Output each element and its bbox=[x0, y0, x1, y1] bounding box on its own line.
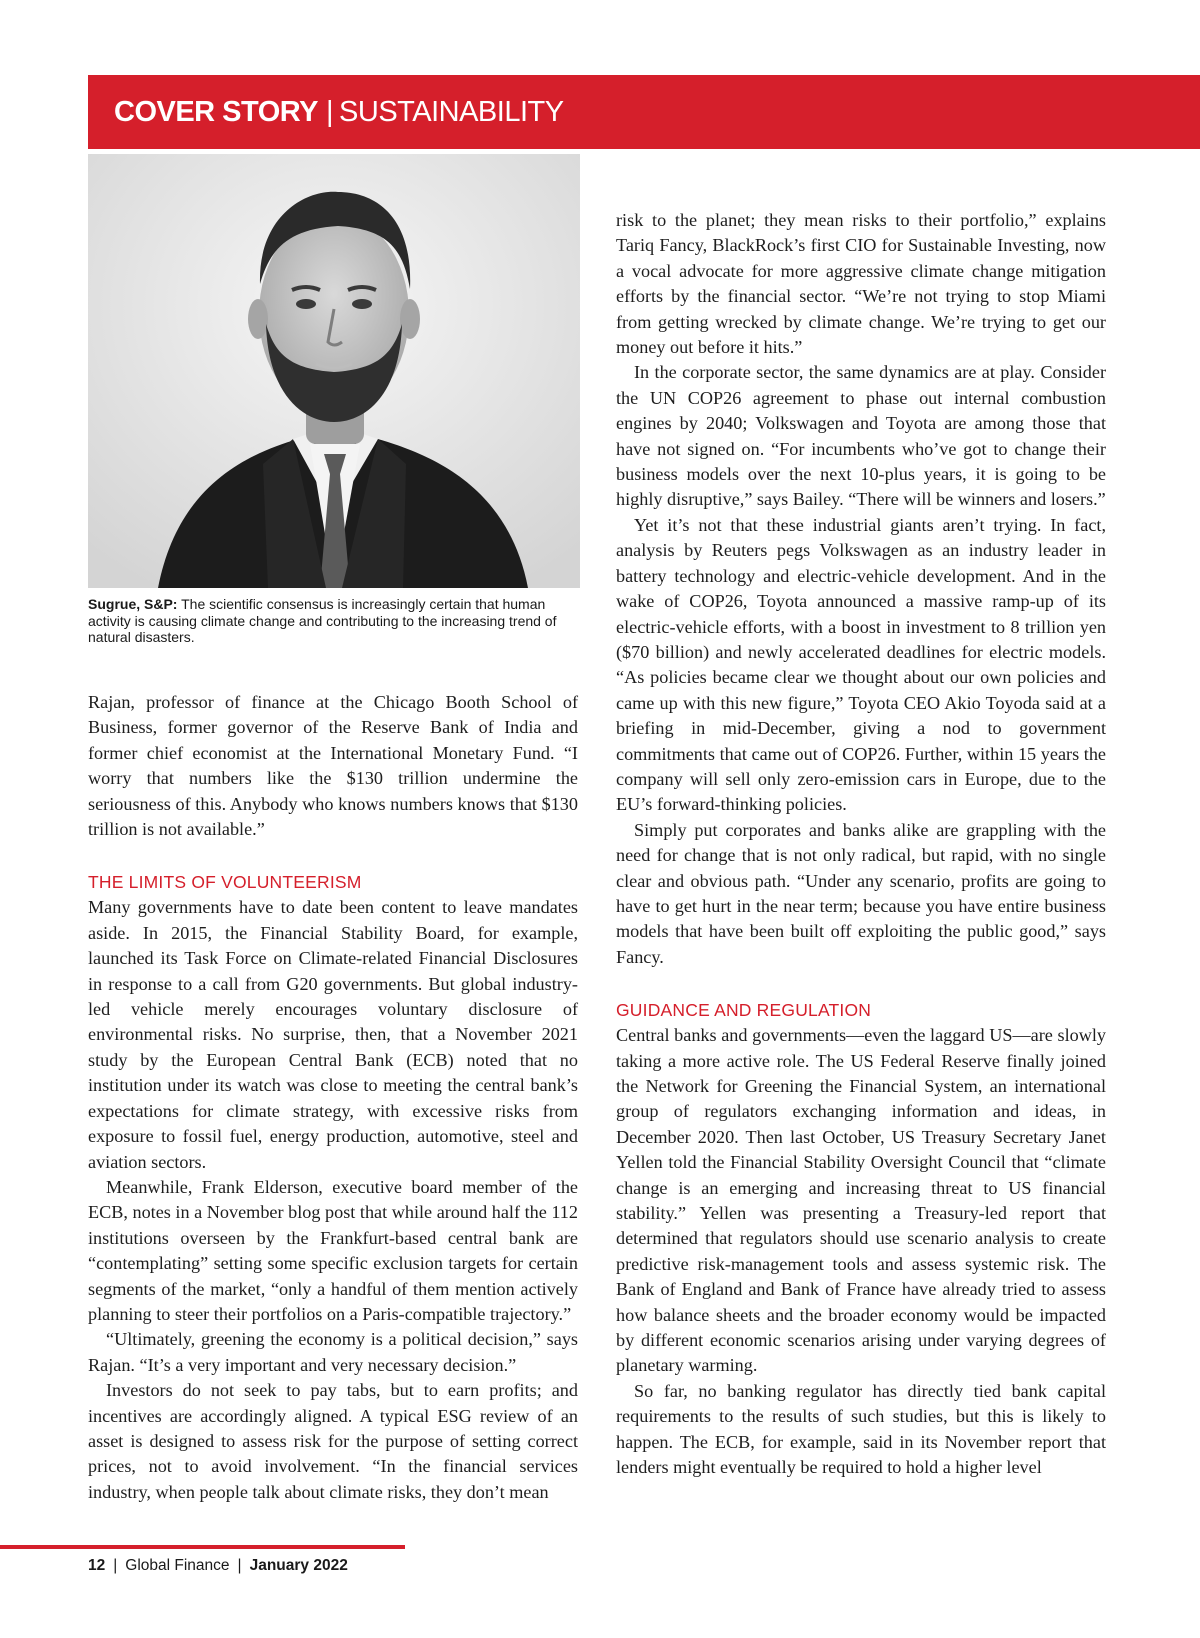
section-banner bbox=[88, 75, 1200, 149]
paragraph: “Ultimately, greening the economy is a political decision,” says Rajan. “It’s a very important and very necessary decision.” bbox=[88, 1329, 578, 1375]
paragraph: Rajan, professor of finance at the Chicago Booth School of Business, former governor of the Reserve Bank of India and former chief economist at the International Monetary Fund. “I worry that numbers like the $130 trillion undermine the seriousness of this. Anybody who knows numbers knows that $130 trillion is not available.” bbox=[88, 692, 578, 840]
paragraph: Meanwhile, Frank Elderson, executive board member of the ECB, notes in a November blog post that while around half the 112 institutions overseen by the Frankfurt-based central bank are “contemplating” setting some specific exclusion targets for certain segments of the market, “only a handful of them mention actively planning to steer their portfolios on a Paris-compatible trajectory.” bbox=[88, 1176, 578, 1324]
footer-separator: | bbox=[113, 1557, 118, 1574]
banner-kicker: COVER STORY bbox=[114, 95, 318, 128]
portrait-photo bbox=[88, 154, 580, 588]
paragraph: Central banks and governments—even the laggard US—are slowly taking a more active role. The US Federal Reserve finally joined the Network for Greening the Financial System, an international group of regulators exchanging information and ideas, in December 2020. Then last October, US Treasury Secretary Janet Yellen told the Financial Stability Oversight Council that “climate change is an emerging and increasing threat to US financial stability.” Yellen was presenting a Treasury-led report that determined that regulators should use scenario analysis to create predictive risk-management tools and assess systemic risk. The Bank of England and Bank of France have already tried to assess how balance sheets and the broader economy would be impacted by different economic scenarios arising under varying degrees of planetary warming. bbox=[616, 1025, 1106, 1376]
section-heading: THE LIMITS OF VOLUNTEERISM bbox=[88, 872, 362, 893]
paragraph: Simply put corporates and banks alike are grappling with the need for change that is not only radical, but rapid, with no single clear and obvious path. “Under any scenario, profits are going to have to get hurt in the near term; because you have entire business models that have been built off exploiting the public good,” says Fancy. bbox=[616, 819, 1106, 967]
paragraph: Investors do not seek to pay tabs, but to earn profits; and incentives are accordingly aligned. A typical ESG review of an asset is designed to assess risk for the purpose of setting correct prices, not to avoid involvement. “In the financial services industry, when people talk about climate risks, they don’t mean bbox=[88, 1380, 578, 1502]
paragraph: So far, no banking regulator has directly tied bank capital requirements to the results of such studies, but this is likely to happen. The ECB, for example, said in its November report that lenders might eventually be required to hold a higher level bbox=[616, 1380, 1106, 1478]
left-column bbox=[88, 690, 578, 1505]
paragraph: Many governments have to date been content to leave mandates aside. In 2015, the Financial Stability Board, for example, launched its Task Force on Climate-related Financial Disclosures in response to a call from G20 governments. But global industry-led vehicle merely encourages voluntary disclosure of environmental risks. No surprise, then, that a November 2021 study by the European Central Bank (ECB) noted that no institution under its watch was close to meeting the central bank’s expectations for climate strategy, with excessive risks from exposure to fossil fuel, energy production, automotive, steel and aviation sectors. bbox=[88, 897, 578, 1172]
banner-section: SUSTAINABILITY bbox=[339, 95, 564, 128]
paragraph: Yet it’s not that these industrial giants aren’t trying. In fact, analysis by Reuters pegs Volkswagen as an industry leader in battery technology and electric-vehicle development. And in the wake of COP26, Toyota announced a massive ramp-up of its electric-vehicle efforts, with a boost in investment to 8 trillion yen ($70 billion) and newly accelerated deadlines for electric models. “As policies became clear we thought about our own policies and came up with this new figure,” Toyota CEO Akio Toyoda said at a briefing in mid-December, giving a nod to government commitments that came out of COP26. Further, within 15 years the company will sell only zero-emission cars in Europe, due to the EU’s forward-thinking policies. bbox=[616, 514, 1106, 815]
right-column bbox=[616, 208, 1106, 1481]
caption-name: Sugrue, S&P: bbox=[88, 596, 178, 612]
footer-separator: | bbox=[237, 1557, 242, 1574]
section-heading: GUIDANCE AND REGULATION bbox=[616, 1000, 872, 1021]
paragraph: risk to the planet; they mean risks to their portfolio,” explains Tariq Fancy, BlackRock’s first CIO for Sustainable Investing, now a vocal advocate for more aggressive climate change mitigation efforts by the financial sector. “We’re not trying to stop Miami from getting wrecked by climate change. We’re trying to get our money out before it hits.” bbox=[616, 210, 1106, 358]
footer-rule bbox=[0, 1545, 405, 1549]
banner-separator: | bbox=[326, 95, 334, 128]
page-footer bbox=[88, 1557, 348, 1575]
publication-name: Global Finance bbox=[125, 1557, 230, 1574]
page-number: 12 bbox=[88, 1557, 106, 1574]
caption-text: The scientific consensus is increasingly certain that human activity is causing climate change and contributing to the increasing trend of natural disasters. bbox=[88, 596, 557, 645]
issue-date: January 2022 bbox=[249, 1557, 348, 1574]
photo-caption bbox=[88, 596, 578, 646]
paragraph: In the corporate sector, the same dynamics are at play. Consider the UN COP26 agreement to phase out internal combustion engines by 2040; Volkswagen and Toyota are among those that have not signed on. “For incumbents who’ve got to change their business models over the next 10-plus years, it is going to be highly disruptive,” says Bailey. “There will be winners and losers.” bbox=[616, 362, 1106, 510]
